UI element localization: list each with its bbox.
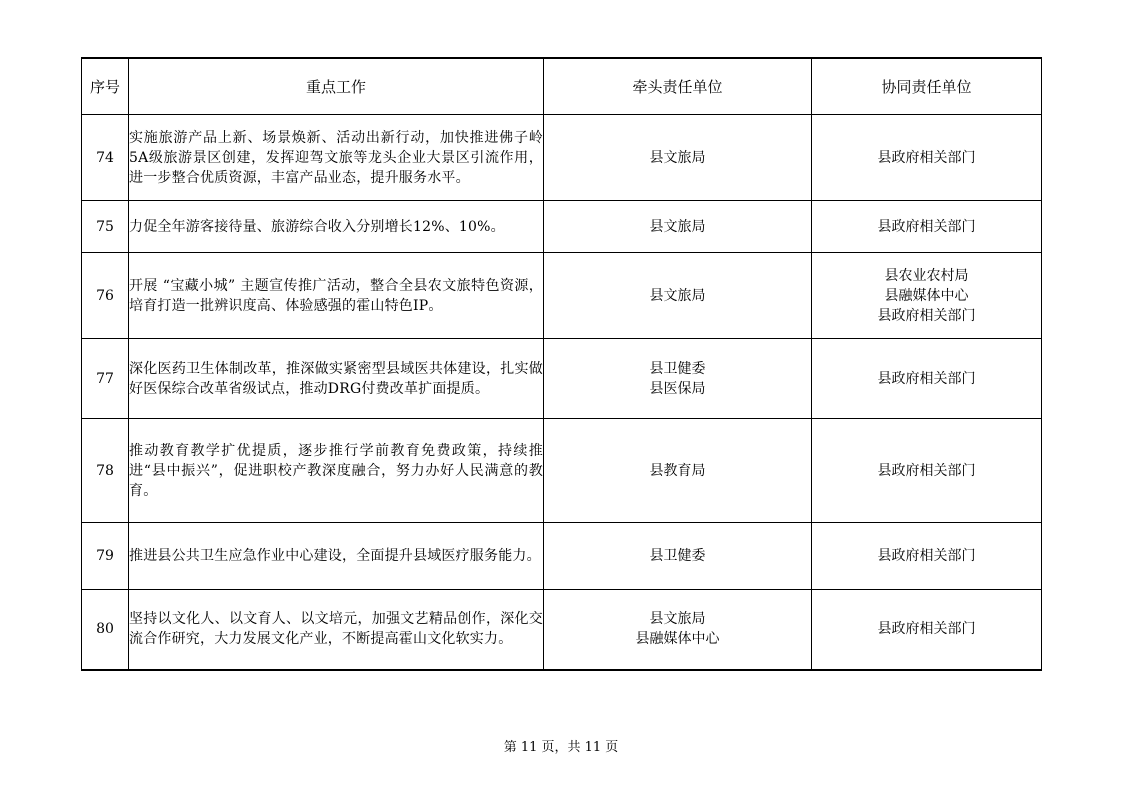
lead-unit-line: 县卫健委 (649, 360, 706, 377)
co-unit-line: 县融媒体中心 (884, 287, 969, 304)
row-work-text: 力促全年游客接待量、旅游综合收入分别增长12%、10%。 (129, 201, 544, 253)
row-number: 75 (82, 201, 129, 253)
table-row (82, 523, 1042, 590)
header-lead-unit: 牵头责任单位 (544, 58, 812, 115)
header-cooperating-unit: 协同责任单位 (812, 58, 1042, 115)
key-work-table (81, 57, 1042, 671)
row-cooperating-unit (812, 590, 1042, 670)
co-unit-line: 县农业农村局 (884, 267, 969, 284)
co-unit-line: 县政府相关部门 (877, 149, 976, 166)
row-cooperating-unit (812, 523, 1042, 590)
table-row (82, 419, 1042, 523)
table-row (82, 201, 1042, 253)
row-work-text: 实施旅游产品上新、场景焕新、活动出新行动，加快推进佛子岭5A级旅游景区创建，发挥迎驾文旅等龙头企业大景区引流作用，进一步整合优质资源，丰富产品业态，提升服务水平。 (129, 115, 544, 201)
lead-unit-line: 县文旅局 (649, 287, 706, 304)
lead-unit-line: 县文旅局 (649, 218, 706, 235)
row-number: 77 (82, 339, 129, 419)
row-cooperating-unit (812, 253, 1042, 339)
row-number: 80 (82, 590, 129, 670)
row-lead-unit (544, 201, 812, 253)
co-unit-line: 县政府相关部门 (877, 218, 976, 235)
row-work-text: 开展 “宝藏小城” 主题宣传推广活动，整合全县农文旅特色资源，培育打造一批辨识度高、体验感强的霍山特色IP。 (129, 253, 544, 339)
co-unit-line: 县政府相关部门 (877, 370, 976, 387)
row-lead-unit (544, 523, 812, 590)
lead-unit-line: 县融媒体中心 (635, 631, 720, 648)
header-key-work: 重点工作 (129, 58, 544, 115)
row-lead-unit (544, 115, 812, 201)
table-row (82, 115, 1042, 201)
lead-unit-line: 县文旅局 (649, 149, 706, 166)
row-number: 79 (82, 523, 129, 590)
row-lead-unit (544, 419, 812, 523)
row-lead-unit (544, 339, 812, 419)
row-cooperating-unit (812, 339, 1042, 419)
row-cooperating-unit (812, 115, 1042, 201)
co-unit-line: 县政府相关部门 (877, 548, 976, 564)
table-row (82, 339, 1042, 419)
row-work-text: 深化医药卫生体制改革，推深做实紧密型县域医共体建设，扎实做好医保综合改革省级试点，推动DRG付费改革扩面提质。 (129, 339, 544, 419)
row-number: 74 (82, 115, 129, 201)
row-work-text: 坚持以文化人、以文育人、以文培元，加强文艺精品创作，深化交流合作研究，大力发展文化产业，不断提高霍山文化软实力。 (129, 590, 544, 670)
table-header-row (82, 58, 1042, 115)
lead-unit-line: 县教育局 (649, 462, 706, 479)
row-work-text: 推进县公共卫生应急作业中心建设，全面提升县域医疗服务能力。 (129, 523, 544, 590)
page-number-footer: 第 11 页，共 11 页 (503, 740, 619, 755)
header-serial-number: 序号 (82, 58, 129, 115)
co-unit-line: 县政府相关部门 (877, 307, 976, 324)
row-number: 76 (82, 253, 129, 339)
row-cooperating-unit (812, 201, 1042, 253)
row-lead-unit (544, 253, 812, 339)
row-number: 78 (82, 419, 129, 523)
co-unit-line: 县政府相关部门 (877, 462, 976, 479)
table-row (82, 590, 1042, 670)
table-row (82, 253, 1042, 339)
row-lead-unit (544, 590, 812, 670)
lead-unit-line: 县医保局 (649, 380, 706, 397)
co-unit-line: 县政府相关部门 (877, 621, 976, 638)
lead-unit-line: 县文旅局 (649, 611, 706, 628)
row-work-text: 推动教育教学扩优提质，逐步推行学前教育免费政策，持续推进“县中振兴”，促进职校产教深度融合，努力办好人民满意的教育。 (129, 419, 544, 523)
row-cooperating-unit (812, 419, 1042, 523)
lead-unit-line: 县卫健委 (649, 548, 706, 564)
